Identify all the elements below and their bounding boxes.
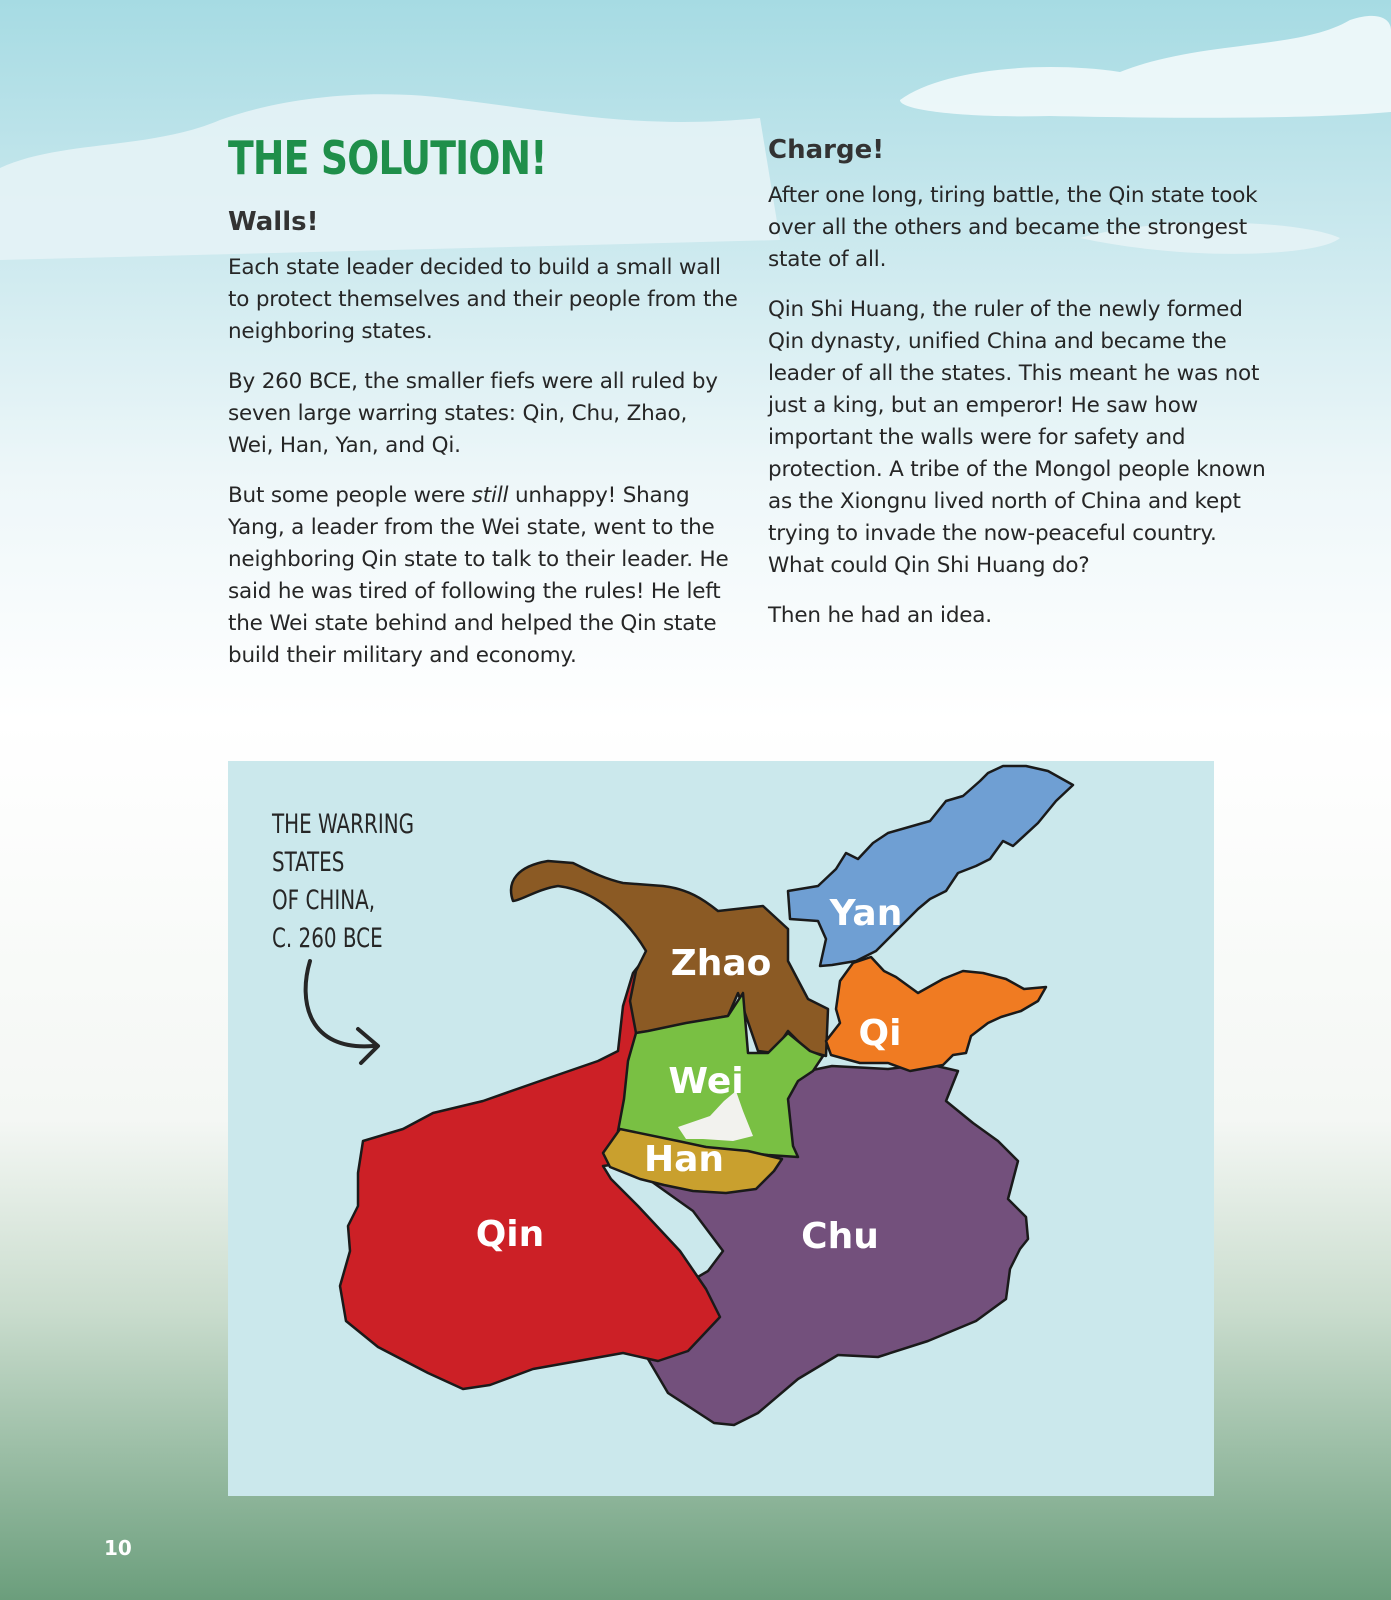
right-column [768, 135, 1268, 650]
state-label-chu: Chu [801, 1216, 879, 1257]
state-label-han: Han [643, 1139, 725, 1180]
charge-paragraph-3: Then he had an idea. [768, 603, 992, 629]
state-label-qi: Qi [858, 1013, 902, 1054]
paragraph-text: unhappy! Shang Yang, a leader from the Wei state, went to the neighboring Qin state to talk to their leader. He said he was tired of following the rules! He left the Wei state behind and helped the Qin state build their military and economy. [228, 483, 729, 669]
walls-heading: Walls! [228, 206, 319, 237]
left-column [228, 132, 738, 690]
paragraph-text: But some people were [228, 483, 472, 509]
map-svg [228, 761, 1214, 1496]
page-number: 10 [104, 1536, 132, 1560]
state-yan-region [788, 766, 1073, 966]
map-caption: THE WARRING STATES OF CHINA, C. 260 BCE [272, 809, 415, 954]
state-label-qin: Qin [475, 1214, 545, 1255]
curved-arrow-icon [306, 961, 378, 1063]
walls-paragraph-2: By 260 BCE, the smaller fiefs were all ruled by seven large warring states: Qin, Chu, Zhao, Wei, Han, Yan, and Qi. [228, 369, 718, 459]
page-title: THE SOLUTION! [228, 131, 547, 185]
state-label-zhao: Zhao [670, 943, 772, 984]
state-label-yan: Yan [829, 893, 903, 934]
warring-states-map [228, 761, 1214, 1496]
walls-paragraph-1: Each state leader decided to build a small wall to protect themselves and their people from the neighboring states. [228, 255, 738, 345]
charge-paragraph-1: After one long, tiring battle, the Qin state took over all the others and became the strongest state of all. [768, 183, 1258, 273]
charge-heading: Charge! [768, 135, 885, 165]
state-label-wei: Wei [668, 1061, 744, 1102]
charge-paragraph-2: Qin Shi Huang, the ruler of the newly formed Qin dynasty, unified China and became the leader of all the states. This meant he was not just a king, but an emperor! He saw how important the walls were for safety and protection. A tribe of the Mongol people known as the Xiongnu lived north of China and kept trying to invade the now-peaceful country. What could Qin Shi Huang do? [768, 297, 1266, 579]
emphasis-text: still [471, 483, 509, 509]
walls-paragraph-3 [228, 480, 738, 672]
